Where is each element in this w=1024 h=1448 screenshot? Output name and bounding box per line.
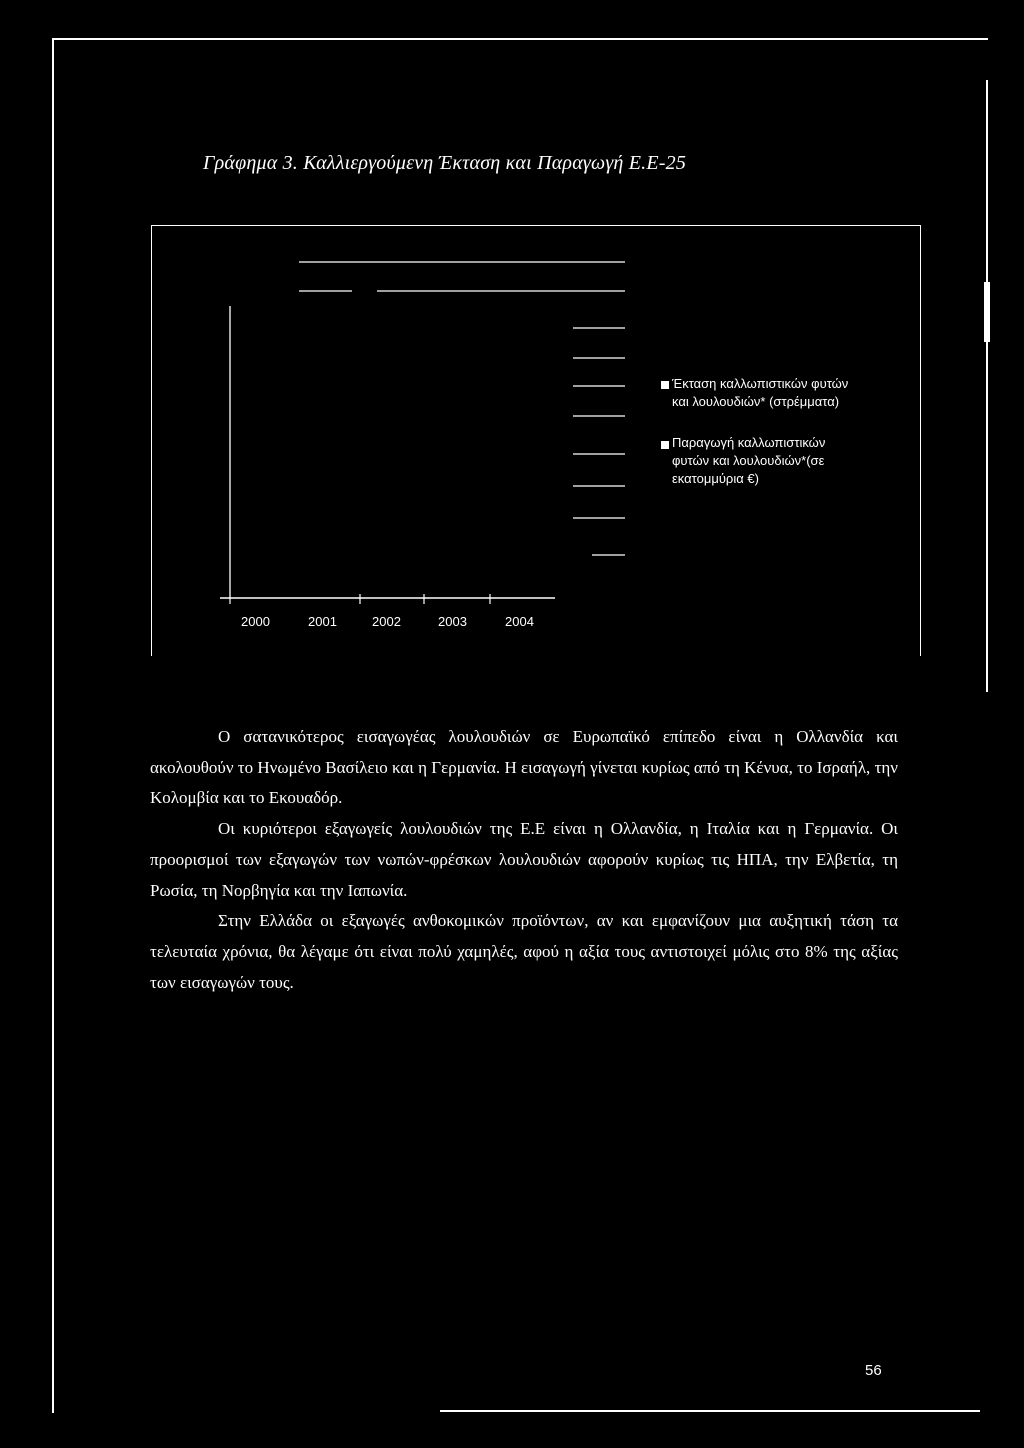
chart-gridlines: [299, 262, 625, 555]
x-tick-label-2001: 2001: [308, 614, 337, 629]
x-tick-label-2004: 2004: [505, 614, 534, 629]
x-tick-label-2003: 2003: [438, 614, 467, 629]
legend-swatch-area: [661, 381, 669, 389]
paragraph-greece: Στην Ελλάδα οι εξαγωγές ανθοκομικών προϊόντων, αν και εμφανίζουν μια αυξητική τάση τα τελευταία χρόνια, θα λέγαμε ότι είναι πολύ χαμηλές, αφού η αξία τους αντιστοιχεί μόλις στο 8% της αξίας των εισαγωγών τους.: [150, 911, 898, 992]
x-tick-label-2000: 2000: [241, 614, 270, 629]
legend-label-production-line2: φυτών και λουλουδιών*(σε: [672, 453, 825, 468]
body-text: [150, 722, 898, 998]
legend-label-area-line1: Έκταση καλλωπιστικών φυτών: [672, 376, 849, 391]
legend-label-area-line2: και λουλουδιών* (στρέμματα): [672, 394, 840, 409]
frame-line-right: [986, 80, 988, 692]
figure-caption: Γράφημα 3. Καλλιεργούμενη Έκταση και Παραγωγή Ε.Ε-25: [203, 152, 687, 174]
chart: [151, 225, 921, 656]
x-axis-ticks: [230, 594, 490, 604]
paragraph-importers: Ο σατανικότερος εισαγωγέας λουλουδιών σε Ευρωπαϊκό επίπεδο είναι η Ολλανδία και ακολουθούν το Ηνωμένο Βασίλειο και η Γερμανία. Η εισαγωγή γίνεται κυρίως από τη Κένυα, το Ισραήλ, την Κολομβία και το Εκουαδόρ.: [150, 727, 898, 808]
frame-line-left: [52, 38, 54, 1413]
legend-label-production-line1: Παραγωγή καλλωπιστικών: [672, 435, 826, 450]
legend-label-production-line3: εκατομμύρια €): [672, 471, 759, 486]
frame-line-top: [52, 38, 988, 40]
legend-swatch-production: [661, 441, 669, 449]
frame-line-right-thick: [984, 282, 990, 342]
x-tick-label-2002: 2002: [372, 614, 401, 629]
frame-line-bottom: [440, 1410, 980, 1412]
page-number: 56: [865, 1362, 882, 1379]
paragraph-exporters: Οι κυριότεροι εξαγωγείς λουλουδιών της Ε.Ε είναι η Ολλανδία, η Ιταλία και η Γερμανία. Οι προορισμοί των εξαγωγών των νωπών-φρέσκων λουλουδιών αφορούν κυρίως τις ΗΠΑ, την Ελβετία, τη Ρωσία, τη Νορβηγία και την Ιαπωνία.: [150, 819, 898, 900]
